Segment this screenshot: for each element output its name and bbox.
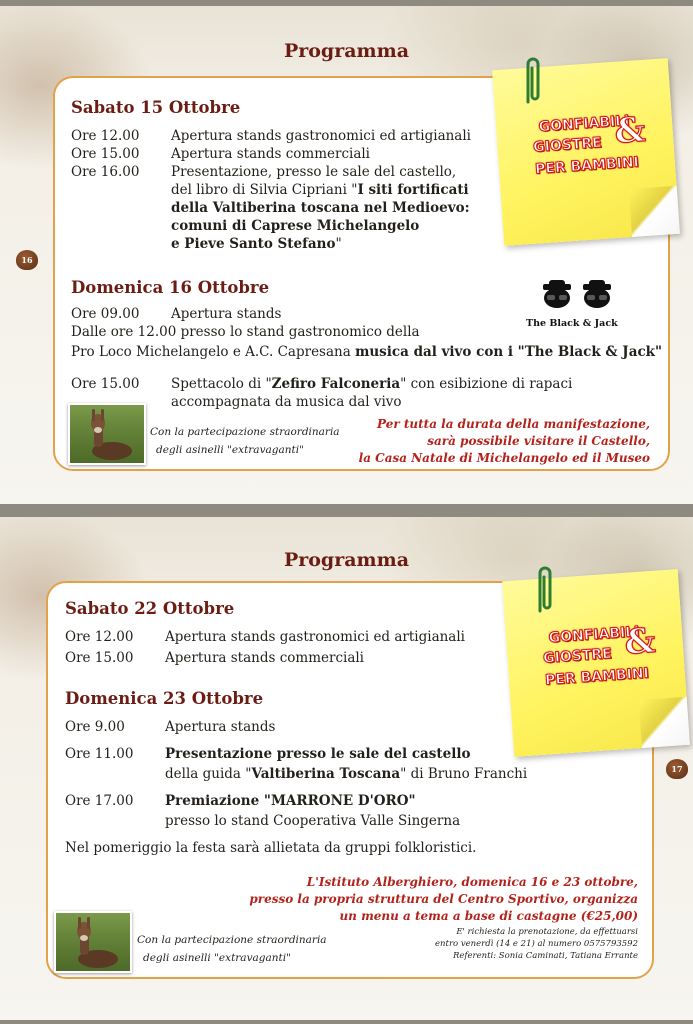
postit-line: PER BAMBINI (544, 665, 650, 689)
page-number-badge: 17 (666, 759, 688, 779)
book-line: comuni di Caprese Michelangelo (171, 218, 420, 234)
postit-ampersand: & (613, 109, 647, 152)
schedule-desc: Apertura stands gastronomici ed artigianali (165, 629, 465, 645)
desc-text: " con esibizione di rapaci (400, 376, 573, 392)
postit-line: GONFIABILI (538, 112, 630, 136)
schedule-time: Ore 9.00 (65, 719, 125, 735)
book-line (171, 236, 342, 254)
schedule-time: Ore 12.00 (65, 629, 134, 645)
desc-highlight: MARRONE D'ORO (270, 793, 409, 809)
book-line: della Valtiberina toscana nel Medioevo: (171, 200, 470, 216)
desc-text: " di Bruno Franchi (400, 766, 528, 782)
day-title-sunday: Domenica 16 Ottobre (71, 278, 270, 297)
book-text: " (335, 236, 342, 252)
caption-line: Con la partecipazione straordinaria (150, 426, 340, 438)
donkey-image (70, 405, 146, 465)
small-note-line: entro venerdì (14 e 21) al numero 0575793592 (435, 939, 638, 949)
note-line: presso la propria struttura del Centro Sportivo, organizza (249, 892, 638, 906)
note-line: la Casa Natale di Michelangelo ed il Museo (358, 451, 650, 465)
paperclip-icon (520, 52, 546, 108)
schedule-time: Ore 17.00 (65, 793, 134, 809)
schedule-time: Ore 12.00 (71, 128, 140, 144)
page-heading: Programma (283, 40, 410, 62)
small-note-line: Referenti: Sonia Caminati, Tatiana Errante (452, 951, 638, 961)
postit-line: PER BAMBINI (534, 154, 640, 178)
schedule-line: Dalle ore 12.00 presso lo stand gastronomico della (71, 324, 420, 340)
schedule-desc: Apertura stands (165, 719, 276, 735)
desc-text: Premiazione " (165, 793, 271, 809)
page-number-badge: 16 (16, 250, 38, 270)
day-title-saturday: Sabato 22 Ottobre (65, 599, 235, 618)
brochure-page-17 (0, 517, 693, 1020)
page-heading: Programma (283, 549, 410, 571)
desc-text: della guida " (165, 766, 252, 782)
schedule-time: Ore 09.00 (71, 306, 140, 322)
note-line: un menu a tema a base di castagne (€25,00) (339, 909, 638, 923)
schedule-line (71, 344, 662, 362)
schedule-line (165, 766, 527, 784)
postit-ampersand: & (623, 620, 657, 663)
caption-line: degli asinelli "extravaganti" (156, 444, 304, 456)
schedule-desc (171, 376, 572, 394)
book-title: I siti fortificati (357, 182, 469, 198)
postit-curl (629, 186, 680, 237)
book-text: del libro di Silvia Cipriani " (171, 182, 358, 198)
day-title-sunday: Domenica 23 Ottobre (65, 689, 264, 708)
schedule-time: Ore 15.00 (65, 650, 134, 666)
logo-text: The Black & Jack (526, 318, 618, 329)
menu-note (249, 874, 638, 925)
schedule-time: Ore 11.00 (65, 746, 134, 762)
castle-visit-note (359, 416, 650, 467)
donkey-caption (137, 931, 327, 967)
reservation-note (435, 926, 638, 962)
book-title: e Pieve Santo Stefano (171, 236, 336, 252)
note-line: Per tutta la durata della manifestazione, (377, 417, 650, 431)
brochure-page-16 (0, 6, 693, 504)
schedule-desc: Apertura stands commerciali (165, 650, 364, 666)
schedule-line: presso lo stand Cooperativa Valle Singerna (165, 813, 461, 829)
schedule-desc: Apertura stands commerciali (171, 146, 370, 162)
book-line (171, 182, 469, 200)
schedule-desc (165, 793, 416, 811)
caption-line: degli asinelli "extravaganti" (143, 952, 291, 964)
schedule-text: Pro Loco Michelangelo e A.C. Capresana (71, 344, 356, 360)
day-title-saturday: Sabato 15 Ottobre (71, 98, 241, 117)
donkey-photo (54, 911, 132, 973)
desc-highlight: Valtiberina Toscana (251, 766, 401, 782)
schedule-time: Ore 15.00 (71, 376, 140, 392)
note-line: L'Istituto Alberghiero, domenica 16 e 23 ottobre, (306, 875, 638, 889)
postit-note (502, 569, 690, 757)
schedule-time: Ore 16.00 (71, 164, 140, 180)
schedule-time: Ore 15.00 (71, 146, 140, 162)
schedule-highlight: musica dal vivo con i "The Black & Jack" (355, 344, 663, 360)
postit-curl (639, 697, 690, 748)
donkey-caption (150, 423, 340, 459)
desc-highlight: Zefiro Falconeria (271, 376, 401, 392)
schedule-desc: Apertura stands (171, 306, 282, 322)
schedule-desc: Presentazione presso le sale del castello (165, 746, 471, 762)
desc-text: " (408, 793, 416, 809)
afternoon-note: Nel pomeriggio la festa sarà allietata da gruppi folkloristici. (65, 840, 477, 856)
caption-line: Con la partecipazione straordinaria (137, 934, 327, 946)
note-line: sarà possibile visitare il Castello, (427, 434, 650, 448)
desc-text: Spettacolo di " (171, 376, 272, 392)
postit-line: GIOSTRE (532, 134, 603, 156)
donkey-photo (68, 403, 146, 465)
black-and-jack-logo (539, 280, 617, 314)
postit-line: GIOSTRE (542, 645, 613, 667)
schedule-desc: Presentazione, presso le sale del castello, (171, 164, 457, 180)
paperclip-icon (532, 561, 558, 617)
small-note-line: E' richiesta la prenotazione, da effettuarsi (456, 927, 638, 937)
schedule-desc: Apertura stands gastronomici ed artigianali (171, 128, 471, 144)
donkey-image (56, 913, 132, 973)
postit-line: GONFIABILI (548, 623, 640, 647)
schedule-line: accompagnata da musica dal vivo (171, 394, 402, 410)
